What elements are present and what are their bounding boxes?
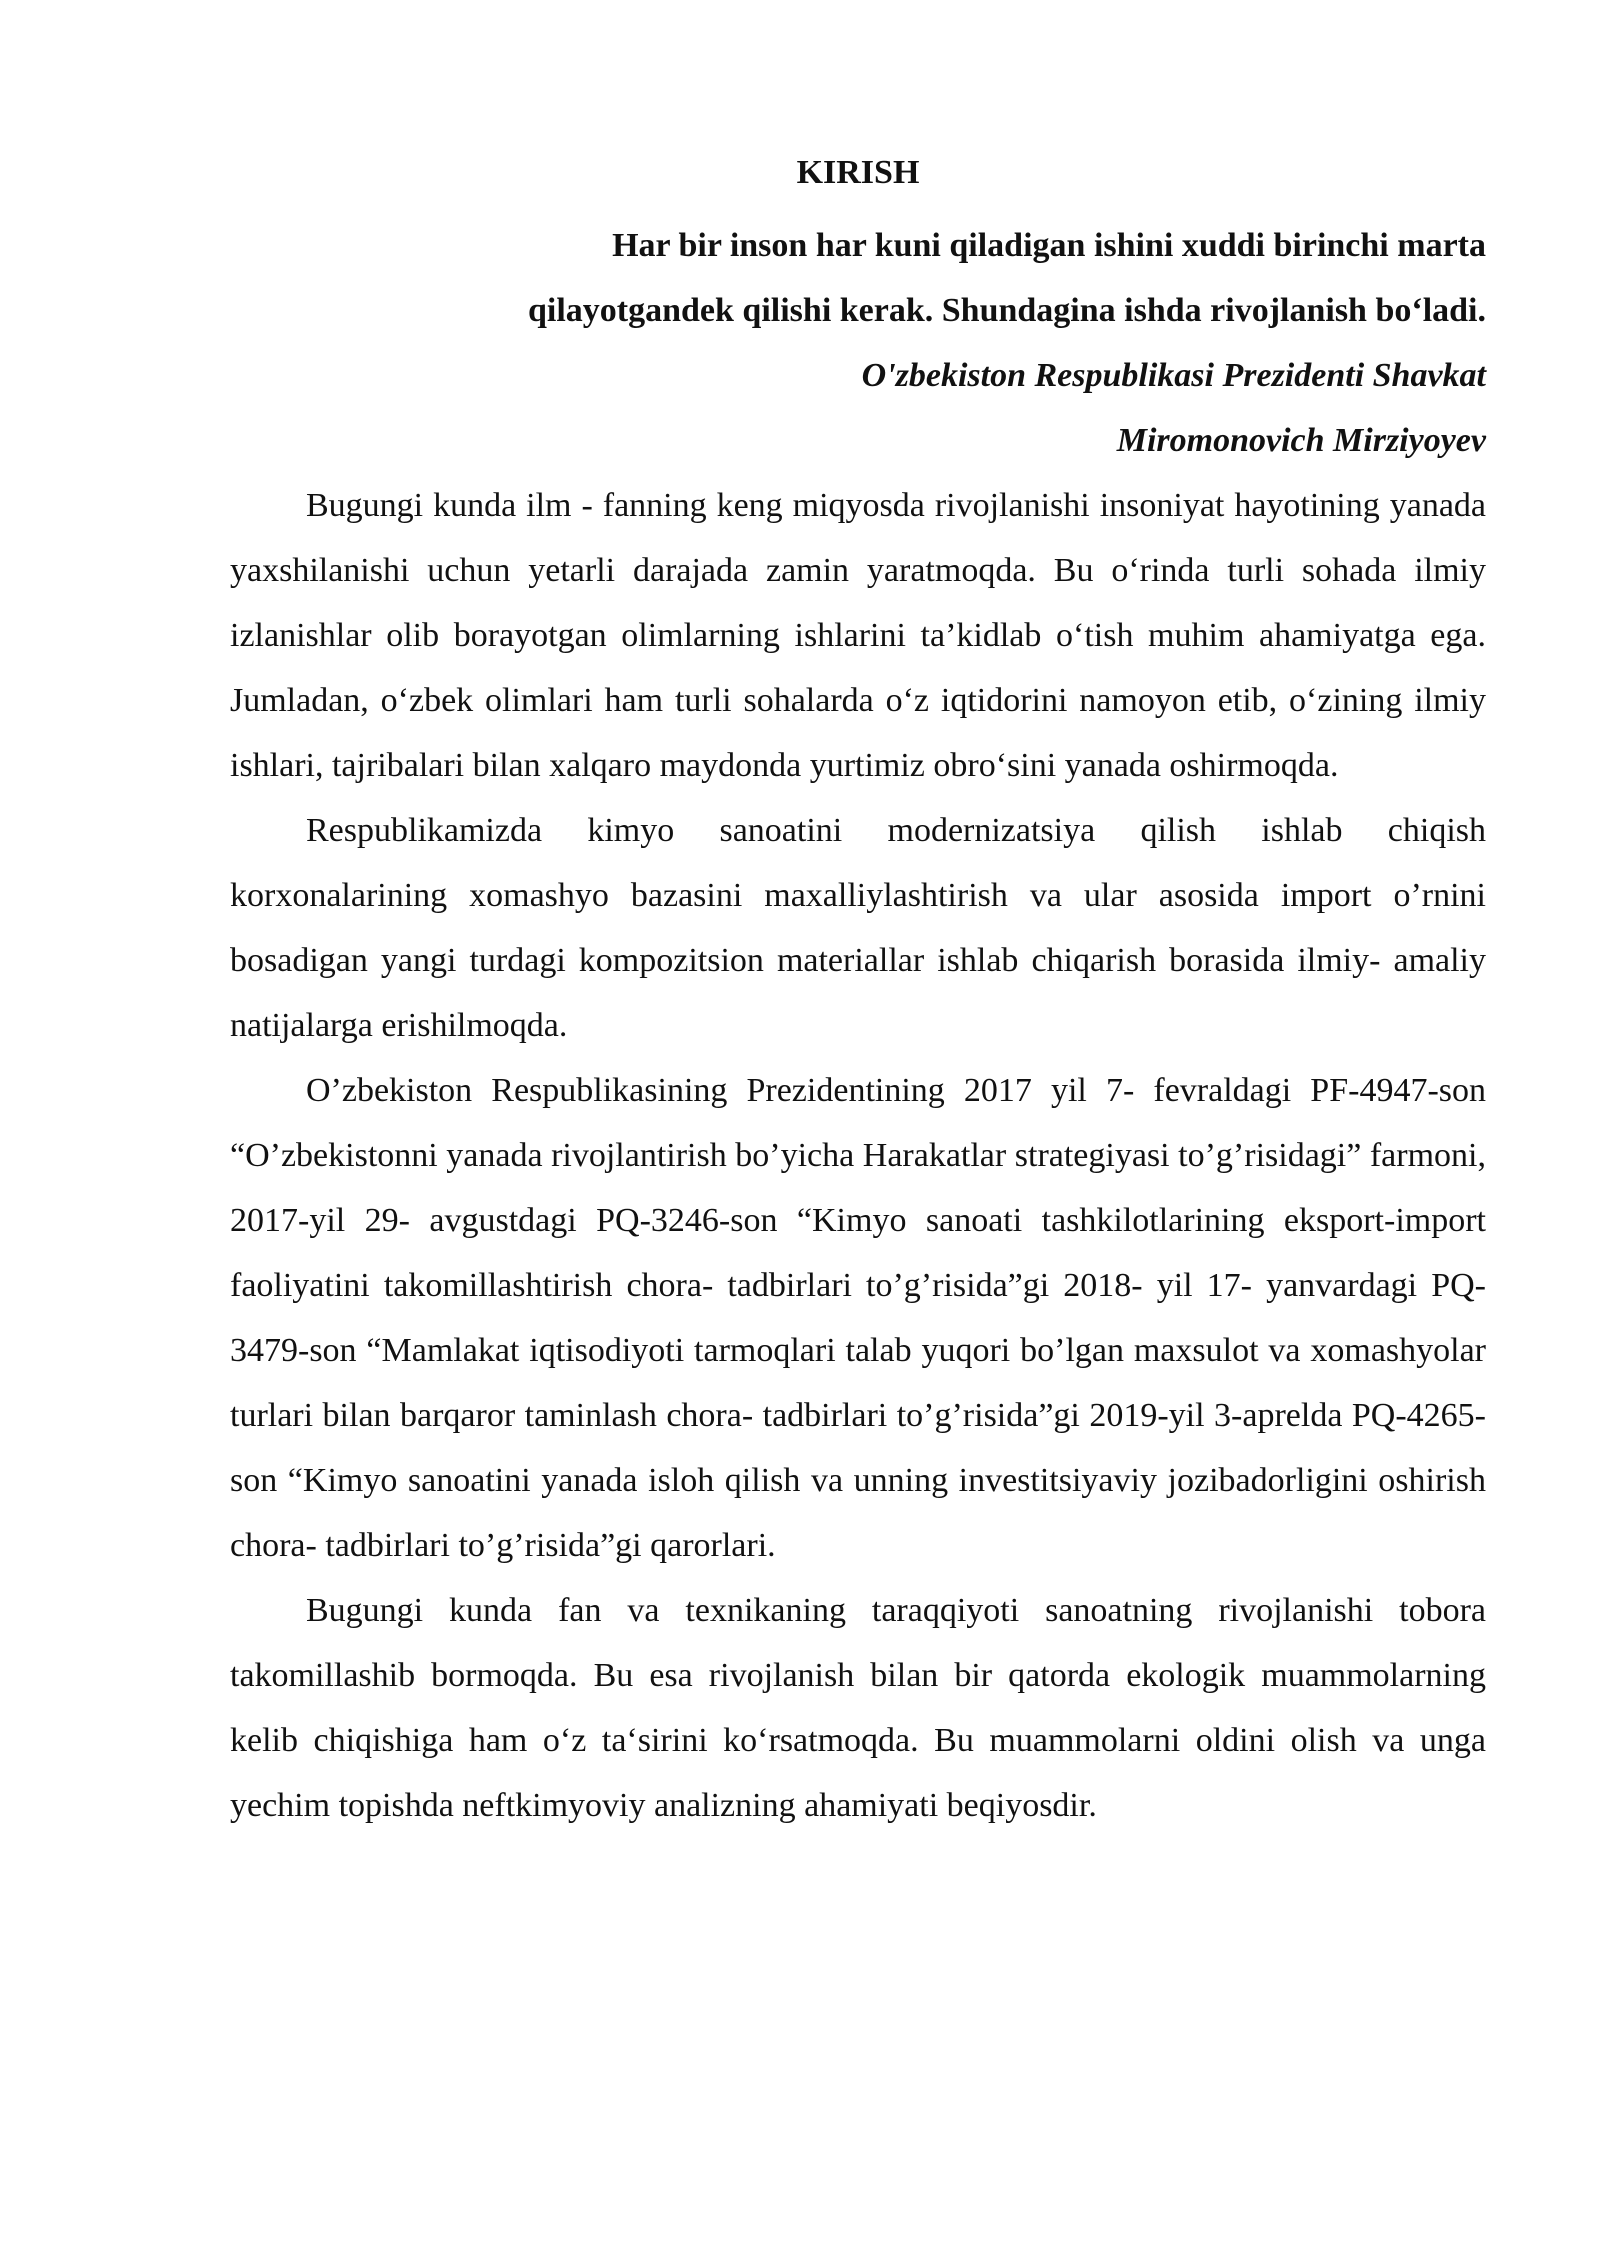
document-page — [230, 150, 1486, 1838]
paragraph-2: Respublikamizda kimyo sanoatini modernizatsiya qilish ishlab chiqish korxonalarining xomashyo bazasini maxalliylashtirish va ular asosida import o’rnini bosadigan yangi turdagi kompozitsion materiallar ishlab chiqarish borasida ilmiy- amaliy natijalarga erishilmoqda. — [230, 812, 1486, 1044]
epigraph — [230, 213, 1486, 473]
epigraph-author-line-2: Miromonovich Mirziyoyev — [1116, 422, 1486, 459]
epigraph-line-1: Har bir inson har kuni qiladigan ishini xuddi birinchi marta — [612, 227, 1486, 264]
page-title: KIRISH — [796, 154, 920, 191]
epigraph-line-2: qilayotgandek qilishi kerak. Shundagina ishda rivojlanish bo‘ladi. — [527, 292, 1486, 329]
paragraph-1: Bugungi kunda ilm - fanning keng miqyosda rivojlanishi insoniyat hayotining yanada yaxshilanishi uchun yetarli darajada zamin yaratmoqda. Bu o‘rinda turli sohada ilmiy izlanishlar olib borayotgan olimlarning ishlarini ta’kidlab o‘tish muhim ahamiyatga ega. Jumladan, o‘zbek olimlari ham turli sohalarda o‘z iqtidorini namoyon etib, o‘zining ilmiy ishlari, tajribalari bilan xalqaro maydonda yurtimiz obro‘sini yanada oshirmoqda. — [230, 487, 1486, 784]
epigraph-author-line-1: O'zbekiston Respublikasi Prezidenti Shavkat — [861, 357, 1486, 394]
paragraph-3: O’zbekiston Respublikasining Prezidentining 2017 yil 7- fevraldagi PF-4947-son “O’zbekistonni yanada rivojlantirish bo’yicha Harakatlar strategiyasi to’g’risidagi” farmoni, 2017-yil 29- avgustdagi PQ-3246-son “Kimyo sanoati tashkilotlarining eksport-import faoliyatini takomillashtirish chora- tadbirlari to’g’risida”gi 2018- yil 17- yanvardagi PQ-3479-son “Mamlakat iqtisodiyoti tarmoqlari talab yuqori bo’lgan maxsulot va xomashyolar turlari bilan barqaror taminlash chora- tadbirlari to’g’risida”gi 2019-yil 3-aprelda PQ-4265-son “Kimyo sanoatini yanada isloh qilish va unning investitsiyaviy jozibadorligini oshirish chora- tadbirlari to’g’risida”gi qarorlari. — [230, 1072, 1486, 1564]
body-text — [230, 473, 1486, 1838]
paragraph-4: Bugungi kunda fan va texnikaning taraqqiyoti sanoatning rivojlanishi tobora takomillashib bormoqda. Bu esa rivojlanish bilan bir qatorda ekologik muammolarning kelib chiqishiga ham o‘z ta‘sirini ko‘rsatmoqda. Bu muammolarni oldini olish va unga yechim topishda neftkimyoviy analizning ahamiyati beqiyosdir. — [230, 1592, 1486, 1824]
